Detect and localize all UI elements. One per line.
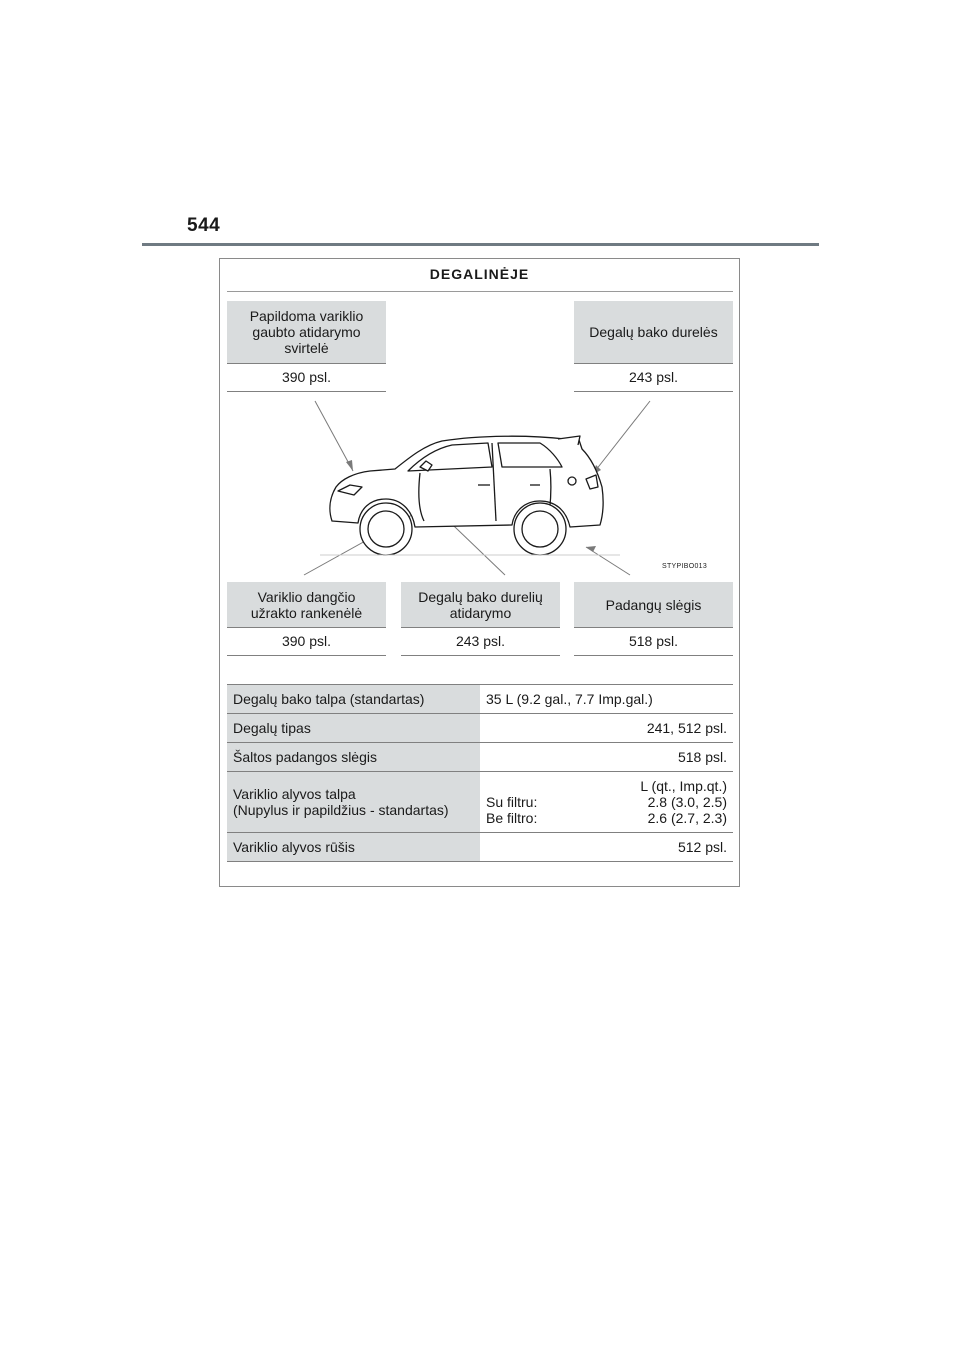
table-row — [227, 772, 733, 833]
spec-value — [480, 772, 733, 833]
table-row — [227, 685, 733, 714]
spec-label: Variklio alyvos rūšis — [227, 833, 480, 862]
callout-page-ref: 518 psl. — [574, 628, 733, 656]
page-number: 544 — [187, 215, 221, 236]
leader-line-hood-lever — [315, 401, 353, 471]
rear-rim — [522, 511, 558, 547]
spec-value: 518 psl. — [480, 743, 733, 772]
callout-page-ref: 243 psl. — [574, 364, 733, 392]
oil-capacity-grid — [486, 778, 727, 826]
arrowhead — [346, 460, 353, 471]
callout-tire-pressure — [574, 582, 733, 656]
with-filter-value: 2.8 (3.0, 2.5) — [647, 794, 727, 810]
table-row — [227, 833, 733, 862]
callout-page-ref: 243 psl. — [401, 628, 560, 656]
spec-label: Šaltos padangos slėgis — [227, 743, 480, 772]
front-rim — [368, 511, 404, 547]
oil-unit: L (qt., Imp.qt.) — [640, 778, 727, 794]
fuel-door — [568, 477, 576, 485]
callout-label: Padangų slėgis — [574, 582, 733, 628]
callout-label: Variklio dangčio užrakto rankenėlė — [227, 582, 386, 628]
with-filter-label: Su filtru: — [486, 794, 538, 810]
spec-value: 512 psl. — [480, 833, 733, 862]
callout-hood-release — [227, 582, 386, 656]
header-rule — [142, 243, 819, 246]
callout-page-ref: 390 psl. — [227, 364, 386, 392]
refuel-info-panel — [219, 258, 740, 887]
callout-label: Degalų bako durelės — [574, 301, 733, 364]
table-row — [227, 714, 733, 743]
spec-label: Degalų tipas — [227, 714, 480, 743]
spec-table — [227, 684, 733, 862]
callout-fuel-door-opener — [401, 582, 560, 656]
spec-value: 241, 512 psl. — [480, 714, 733, 743]
callout-label: Degalų bako durelių atidarymo — [401, 582, 560, 628]
without-filter-label: Be filtro: — [486, 810, 538, 826]
leader-line-fuel-door — [592, 401, 650, 475]
car-side-illustration — [220, 259, 741, 579]
table-row — [227, 743, 733, 772]
callout-label: Papildoma variklio gaubto atidarymo svirtelė — [227, 301, 386, 364]
arrowhead — [586, 546, 596, 552]
spec-label-line: Variklio alyvos talpa — [233, 786, 356, 802]
spec-label: Degalų bako talpa (standartas) — [227, 685, 480, 714]
figure-code: STYPIBO013 — [662, 563, 708, 570]
spec-value: 35 L (9.2 gal., 7.7 Imp.gal.) — [480, 685, 733, 714]
panel-title: DEGALINĖJE — [429, 266, 530, 282]
callout-page-ref: 390 psl. — [227, 628, 386, 656]
spec-label — [227, 772, 480, 833]
spec-label-line: (Nupylus ir papildžius - standartas) — [233, 802, 449, 818]
without-filter-value: 2.6 (2.7, 2.3) — [647, 810, 727, 826]
